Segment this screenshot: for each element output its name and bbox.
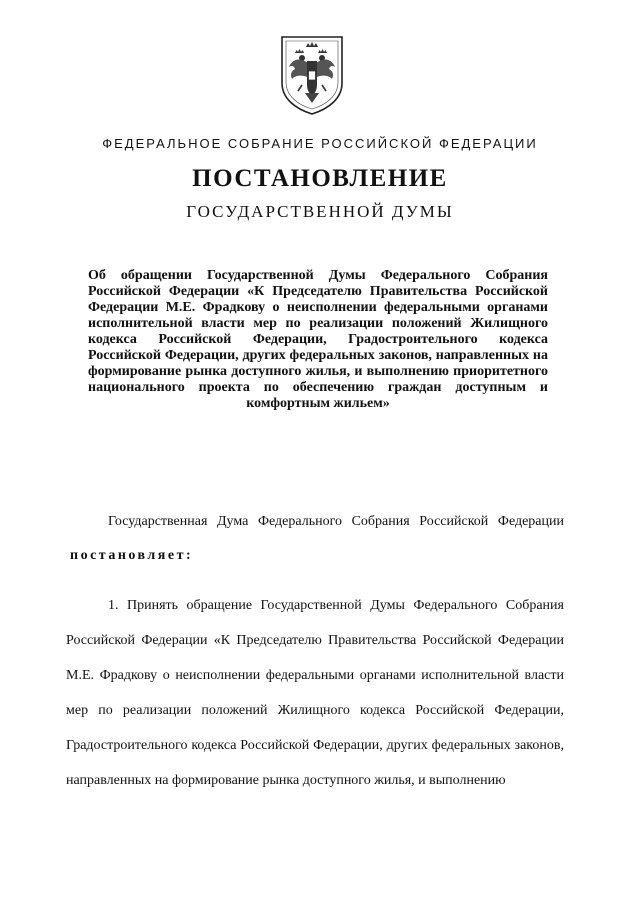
organization-header: ФЕДЕРАЛЬНОЕ СОБРАНИЕ РОССИЙСКОЙ ФЕДЕРАЦИИ [102,136,538,151]
document-type-title: ПОСТАНОВЛЕНИЕ [192,165,448,192]
decree-word: постановляет: [70,548,194,563]
preamble-text: Государственная Дума Федерального Собрания Российской Федерации [108,514,564,529]
preamble-paragraph [70,505,564,573]
issuer-title: ГОСУДАРСТВЕННОЙ ДУМЫ [186,202,454,221]
document-subject: Об обращении Государственной Думы Федерального Собрания Российской Федерации «К Председателю Правительства Российской Федерации М.Е. Фрадкову о неисполнении федеральными органами исполнительной власти мер по реализации положений Жилищного кодекса Российской Федерации, Градостроительного кодекса Российской Федерации, других федеральных законов, направленных на формирование рынка доступного жилья, и выполнению приоритетного национального проекта по обеспечению граждан доступным и комфортным жильем» [88,268,548,411]
item-1-paragraph: 1. Принять обращение Государственной Думы Федерального Собрания Российской Федерации «К Председателю Правительства Российской Федерации М.Е. Фрадкову о неисполнении федеральными органами исполнительной власти мер по реализации положений Жилищного кодекса Российской Федерации, Градостроительного кодекса Российской Федерации, других федеральных законов, направленных на формирование рынка доступного жилья, и выполнению [66,598,564,788]
coat-of-arms-icon [278,33,346,117]
